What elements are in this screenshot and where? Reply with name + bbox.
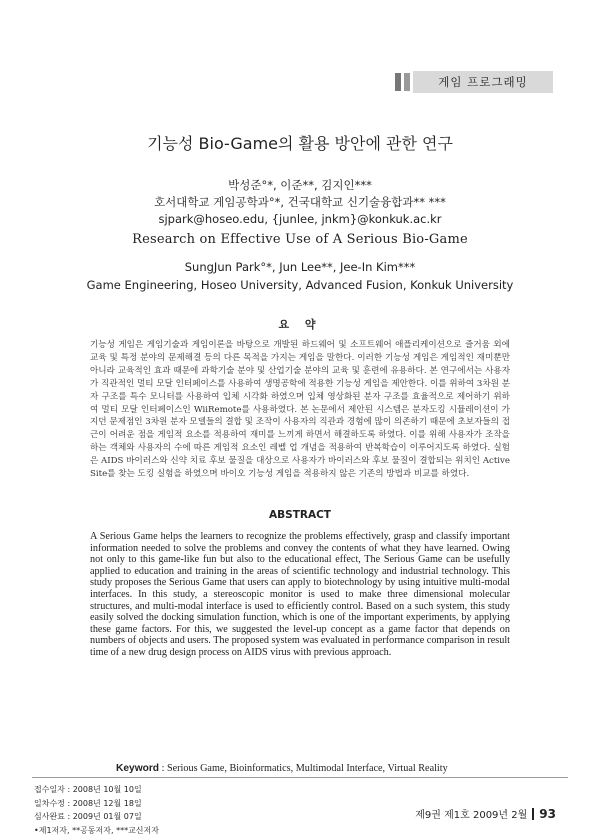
- author-emails: sjpark@hoseo.edu, {junlee, jnkm}@konkuk.ac.kr: [0, 212, 600, 226]
- authors-korean: 박성준°*, 이준**, 김지인***: [0, 177, 600, 193]
- tag-bar: [404, 73, 410, 91]
- abstract-english: A Serious Game helps the learners to recognize the problems effectively, grasp and classify important information needed to solve the problems and convey the contents of what they have learned. Owing not only to this game-like fun but also to the educational effect, The Serious Game can be usefully applied to education and training in the areas of scientific technology and industrial technology. This study proposes the Serious Game that users can apply to biotechnology by using intuitive multi-modal interfaces. In this study, a stereoscopic monitor is used to make three dimensional molecular structures, and multi-modal interface is used to efficiently control. Based on a such system, this study easily solved the docking simulation function, which is one of the important experiments, by applying these game factors. For this, we suggested the level-up concept as a game factor that depends on numbers of objects and users. The proposed system was evaluated in performance comparison in result time of a new drug design process on AIDS virus with previous approach.: [90, 531, 510, 659]
- footer-separator: [532, 808, 534, 820]
- abstract-english-heading: ABSTRACT: [0, 509, 600, 521]
- issue-info: 제9권 제1호 2009년 2월: [415, 806, 527, 821]
- keywords-list: Serious Game, Bioinformatics, Multimodal Interface, Virtual Reality: [167, 763, 448, 774]
- affiliation-korean: 호서대학교 게임공학과°*, 건국대학교 신기술융합과** ***: [0, 194, 600, 210]
- revised-date: 일차수정 : 2008년 12월 18일: [34, 797, 159, 811]
- accepted-date: 심사완료 : 2009년 01월 07일: [34, 810, 159, 824]
- page-number: 93: [539, 807, 556, 821]
- author-roles: •제1저자, **공동저자, ***교신저자: [34, 824, 159, 837]
- affiliation-english: Game Engineering, Hoseo University, Advanced Fusion, Konkuk University: [0, 278, 600, 292]
- received-date: 접수일자 : 2008년 10월 10일: [34, 783, 159, 797]
- section-tag: [395, 71, 553, 93]
- tag-bar: [395, 73, 401, 91]
- page-footer: [415, 806, 556, 821]
- keywords-label: Keyword: [116, 763, 159, 774]
- abstract-korean-heading: 요 약: [0, 316, 600, 332]
- title-korean: 기능성 Bio-Game의 활용 방안에 관한 연구: [0, 131, 600, 154]
- keywords: Keyword : Serious Game, Bioinformatics, Multimodal Interface, Virtual Reality: [116, 763, 448, 774]
- section-label: 게임 프로그래밍: [413, 71, 553, 93]
- abstract-korean: 기능성 게임은 게임기술과 게임이론을 바탕으로 개발된 하드웨어 및 소프트웨어 애플리케이션으로 즐거움 외에 교육 및 특정 분야의 문제해결 등의 다른 목적을 가지는 게임을 말한다. 이러한 기능성 게임은 게임적인 재미뿐만 아니라 교육적인 효과 때문에 과학기술 분야 및 산업기술 분야의 교육 및 훈련에 유용하다. 본 연구에서는 사용자가 직관적인 멀티 모달 인터페이스를 사용하여 생명공학에 적용한 기능성 게임을 제안한다. 이를 위하여 3차원 분자 구조를 특수 모니터를 사용하여 입체 시각화 하였으며 입체 영상화된 분자 구조를 효율적으로 제어하기 위하여 멀티 모달 인터페이스인 WiiRemote를 사용하였다. 본 논문에서 제안된 시스템은 분자도킹 시뮬레이션이 가지던 문제점인 3차원 분자 모델들의 결합 및 조작이 사용자의 직관과 경험에 많이 의존하기 때문에 초보자들의 접근이 어려운 점을 게임적 요소를 적용하여 재미를 느끼게 하면서 해결하도록 하였다. 이를 위해 사용자가 조작을 하는 객체와 사용자의 수에 따른 게임적 요소인 레벨 업 개념을 적용하여 반복학습이 이루어지도록 하였다. 실험은 AIDS 바이러스와 신약 치료 후보 물질을 대상으로 사용자가 바이러스와 후보 물질이 결합되는 위치인 Active Site를 찾는 도킹 실험을 하였으며 바이오 기능성 게임을 적용하지 않은 기존의 방법과 비교를 하였다.: [90, 339, 510, 481]
- authors-english: SungJun Park°*, Jun Lee**, Jee-In Kim***: [0, 260, 600, 274]
- footnotes: [34, 783, 159, 837]
- title-english: Research on Effective Use of A Serious Bio-Game: [0, 232, 600, 247]
- footnote-divider: [32, 777, 568, 778]
